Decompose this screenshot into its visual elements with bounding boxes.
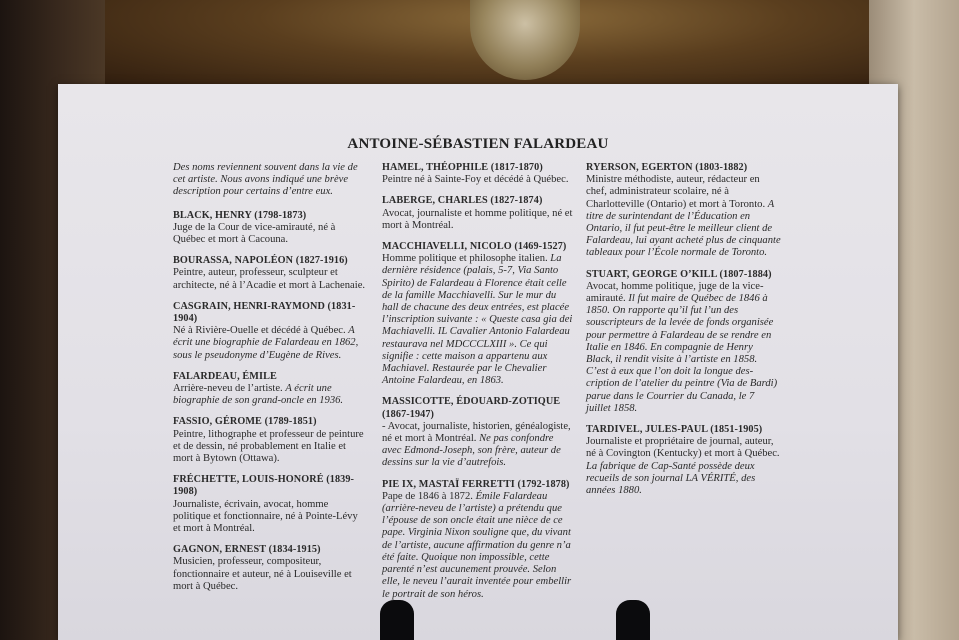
entry-italic-text: A écrit une biographie de Falardeau en 1862, sous le pseudonyme d’Eugène de Rives. (173, 325, 359, 361)
biography-entry (382, 195, 575, 232)
entry-name: FRÉCHETTE, LOUIS-HONORÉ (1839-1908) (173, 474, 355, 498)
entry-plain-text: Peintre né à Sainte-Foy et décédé à Québec. (382, 174, 569, 186)
column-3 (586, 162, 781, 506)
entry-description (173, 267, 368, 291)
entry-plain-text: Avocat, journaliste et homme politique, né et mort à Montréal. (382, 207, 573, 231)
display-stand (380, 600, 650, 640)
entry-description (382, 253, 575, 387)
entry-name: CASGRAIN, HENRI-RAYMOND (1831-1904) (173, 300, 356, 325)
entry-italic-text: Émile Falardeau (arrière-neveu de l’artiste) a prétendu que l’épouse de son oncle était une nièce de ce pape. Virginia Nixon souligne que, du vivant de l’artiste, aucune affirmation du genre n’a été faite. Quoique non impossible, cette parenté n’est aucunement prouvée. Selon elle, le neveu l’aurait inventée pour embellir le portrait de son héros. (382, 490, 572, 600)
entry-name: TARDIVEL, JULES-PAUL (1851-1905) (586, 424, 763, 436)
entry-italic-text: A titre de surintendant de l’Éducation en Ontario, il fut peut-être le meilleur client de Falardeau, lui ayant acheté plus de cinquante tableaux pour l’École normale de Toronto. (586, 198, 781, 259)
biography-entry (173, 371, 368, 408)
entry-italic-text: Il fut maire de Québec de 1846 à 1850. On rapporte qu’il fut l’un des souscripteurs de la levée de fonds organisée pour permettre à Falardeau de se rendre en Italie en 1846. En compagnie de Henry Black, il rendit visite à l’artiste en 1858. C’est à eux que l’on doit la longue des-cription de l’atelier du peintre (Via de Bardi) parue dans le Courrier du Canada, le 7 juillet 1858. (586, 293, 778, 414)
entry-description (382, 174, 575, 186)
biography-entry (382, 396, 575, 469)
biography-entry (173, 301, 368, 362)
entry-description (173, 499, 368, 536)
entry-plain-text: Homme politique et philosophe italien. (382, 253, 551, 265)
entry-description (382, 491, 575, 601)
entry-plain-text: Juge de la Cour de vice-amirauté, né à Québec et mort à Cacouna. (173, 221, 336, 246)
biography-entry (173, 210, 368, 247)
entry-name: MASSICOTTE, ÉDOUARD-ZOTIQUE (1867-1947) (382, 396, 561, 420)
entry-description (173, 222, 368, 246)
entry-description (382, 208, 575, 232)
entry-name: BLACK, HENRY (1798-1873) (173, 209, 307, 221)
entry-plain-text: Pape de 1846 à 1872. (382, 490, 476, 502)
entry-name: GAGNON, ERNEST (1834-1915) (173, 544, 321, 556)
entry-description (173, 325, 368, 362)
entry-plain-text: Né à Rivière-Ouelle et décédé à Québec. (173, 325, 349, 337)
entry-name: RYERSON, EGERTON (1803-1882) (586, 162, 748, 173)
entry-plain-text: Journaliste, écrivain, avocat, homme politique et fonctionnaire, né à Pointe-Lévy et mort à Montréal. (173, 498, 358, 535)
biography-entry (586, 424, 781, 497)
entry-name: PIE IX, MASTAÏ FERRETTI (1792-1878) (382, 478, 570, 490)
entry-italic-text: La fabrique de Cap-Santé possède deux recueils de son journal LA VÉRITÉ, des années 1880. (586, 460, 756, 497)
entry-description (586, 174, 781, 259)
entry-name: FALARDEAU, ÉMILE (173, 370, 277, 382)
entry-plain-text: Journaliste et propriétaire de journal, auteur, né à Covington (Kentucky) et mort à Québec. (586, 436, 780, 460)
intro-text: Des noms reviennent souvent dans la vie de cet artiste. Nous avons indiqué une brève description pour certains d’entre eux. (173, 162, 358, 198)
entry-plain-text: - Avocat, journaliste, historien, généalogiste, né et mort à Montréal. (382, 420, 571, 445)
biography-entry (382, 162, 575, 186)
entry-description (586, 436, 781, 497)
panel-title: ANTOINE-SÉBASTIEN FALARDEAU (347, 136, 609, 152)
column-1 (173, 162, 368, 602)
information-panel (58, 84, 898, 640)
entry-plain-text: Peintre, lithographe et professeur de peinture et de dessin, né probablement en Italie et mort à Bytown (Ottawa). (173, 428, 364, 465)
entry-plain-text: Avocat, homme politique, juge de la vice-amirauté. (586, 280, 764, 305)
biography-entry (173, 544, 368, 593)
entry-name: FASSIO, GÉROME (1789-1851) (173, 416, 317, 428)
entry-name: BOURASSA, NAPOLÉON (1827-1916) (173, 255, 348, 267)
entry-description (173, 556, 368, 593)
entry-plain-text: Ministre méthodiste, auteur, rédacteur en chef, administrateur scolaire, né à Charlotteville (Ontario) et mort à Toronto. (586, 174, 768, 210)
entry-name: MACCHIAVELLI, NICOLO (1469-1527) (382, 241, 567, 253)
entry-name: STUART, GEORGE O’KILL (1807-1884) (586, 268, 772, 280)
column-2 (382, 162, 575, 610)
biography-entry (586, 162, 781, 260)
biography-entry (173, 255, 368, 292)
biography-entry (173, 474, 368, 535)
stand-leg-left (380, 600, 414, 640)
entry-plain-text: Musicien, professeur, compositeur, fonctionnaire et auteur, né à Louiseville et mort à Québec. (173, 556, 352, 592)
biography-entry (586, 269, 781, 415)
entry-description (173, 383, 368, 407)
entry-italic-text: La dernière résidence (palais, 5-7, Via Santo Spirito) de Falardeau à Florence était celle de la famille Macchiavelli. Sur le mur du hall de chacune des deux entrées, est placée l’inscription suivante : « Queste casa gia dei Machiavelli. IL Cavalier Antonio Falardeau restaurava nel MDCCCLXIII ». Ce qui signifie : cette maison a appartenu aux Machiavel. Restaurée par le Chevalier Antoine Falardeau, en 1863. (382, 253, 573, 387)
entry-name: LABERGE, CHARLES (1827-1874) (382, 195, 543, 207)
stand-leg-right (616, 600, 650, 640)
entry-description (382, 421, 575, 470)
entry-italic-text: Ne pas confondre avec Edmond-Joseph, son frère, auteur de dessins sur la vie d’autrefois. (382, 433, 561, 469)
biography-entry (382, 241, 575, 387)
entry-description (586, 281, 781, 415)
entry-italic-text: A écrit une biographie de son grand-oncle en 1936. (173, 383, 344, 407)
entry-name: HAMEL, THÉOPHILE (1817-1870) (382, 162, 543, 173)
entry-plain-text: Arrière-neveu de l’artiste. (173, 383, 286, 395)
biography-entry (382, 479, 575, 601)
entry-plain-text: Peintre, auteur, professeur, sculpteur et architecte, né à l’Acadie et mort à Lachenaie. (173, 267, 366, 291)
biography-entry (173, 416, 368, 465)
entry-description (173, 429, 368, 466)
